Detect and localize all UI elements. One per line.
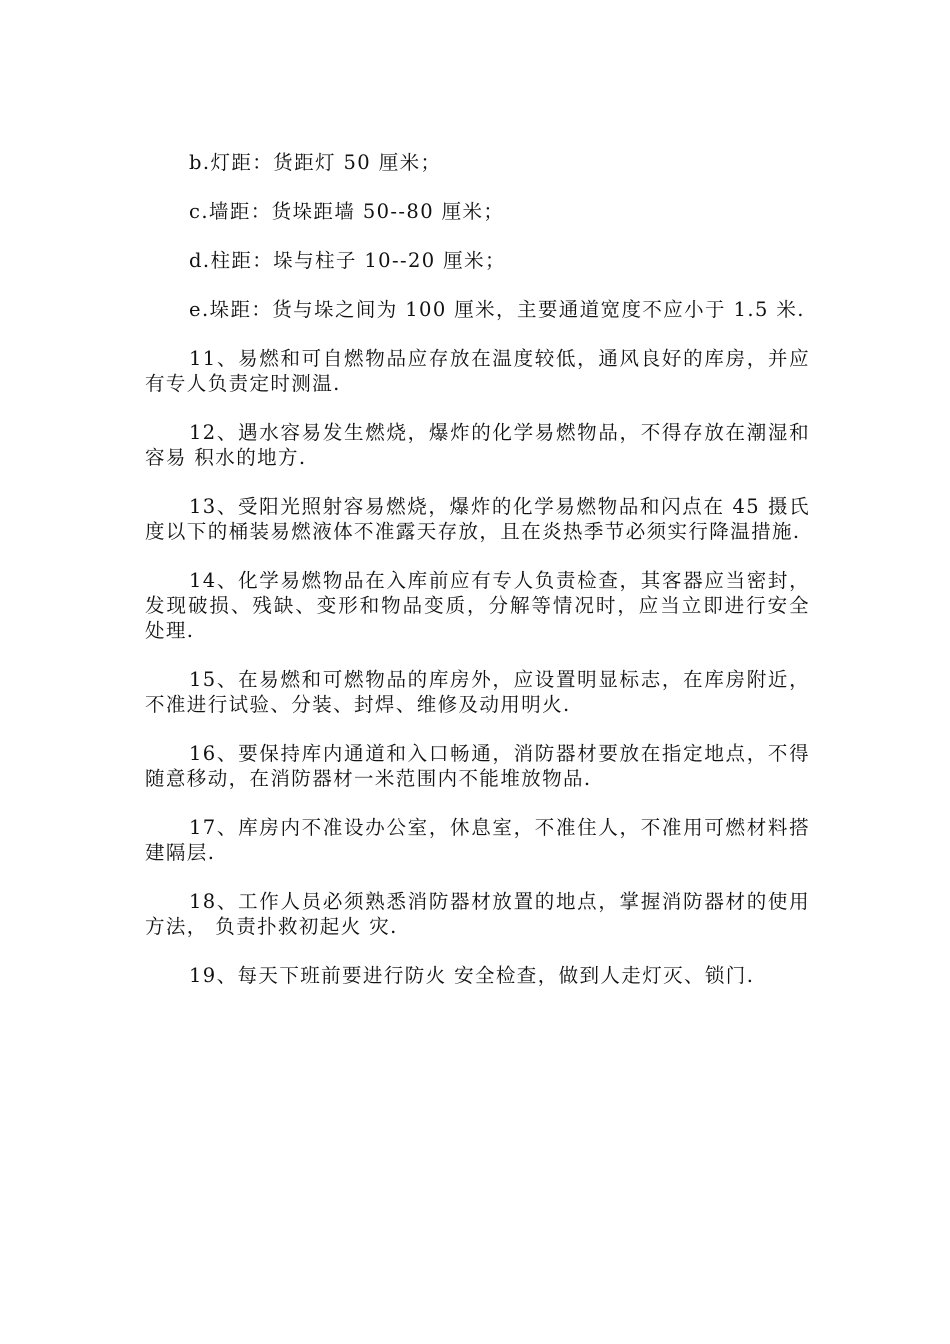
paragraph-item-13: 13、受阳光照射容易燃烧，爆炸的化学易燃物品和闪点在 45 摄氏度以下的桶装易燃液体不准露天存放，且在炎热季节必须实行降温措施.	[145, 495, 810, 543]
paragraph-item-17: 17、库房内不准设办公室，休息室，不准住人，不准用可燃材料搭建隔层.	[145, 816, 810, 864]
paragraph-item-18: 18、工作人员必须熟悉消防器材放置的地点，掌握消防器材的使用方法， 负责扑救初起火 灾.	[145, 890, 810, 938]
paragraph-lamp-distance: b.灯距：货距灯 50 厘米；	[189, 151, 442, 174]
document-body	[145, 150, 810, 1012]
paragraph-stack-distance: e.垛距：货与垛之间为 100 厘米，主要通道宽度不应小于 1.5 米.	[189, 298, 805, 321]
paragraph-item-14: 14、化学易燃物品在入库前应有专人负责检查，其客器应当密封，发现破损、残缺、变形和物品变质，分解等情况时，应当立即进行安全处理.	[145, 569, 810, 642]
paragraph-item-16: 16、要保持库内通道和入口畅通，消防器材要放在指定地点，不得随意移动，在消防器材一米范围内不能堆放物品.	[145, 742, 810, 790]
paragraph-item-19: 19、每天下班前要进行防火 安全检查，做到人走灯灭、锁门.	[189, 964, 755, 987]
paragraph-wall-distance: c.墙距：货垛距墙 50--80 厘米；	[189, 200, 505, 223]
paragraph-item-15: 15、在易燃和可燃物品的库房外，应设置明显标志，在库房附近，不准进行试验、分装、封焊、维修及动用明火.	[145, 668, 810, 716]
paragraph-column-distance: d.柱距：垛与柱子 10--20 厘米；	[189, 249, 506, 272]
paragraph-item-11: 11、易燃和可自燃物品应存放在温度较低，通风良好的库房，并应有专人负责定时测温.	[145, 347, 810, 395]
paragraph-item-12: 12、遇水容易发生燃烧，爆炸的化学易燃物品，不得存放在潮湿和容易 积水的地方.	[145, 421, 810, 469]
